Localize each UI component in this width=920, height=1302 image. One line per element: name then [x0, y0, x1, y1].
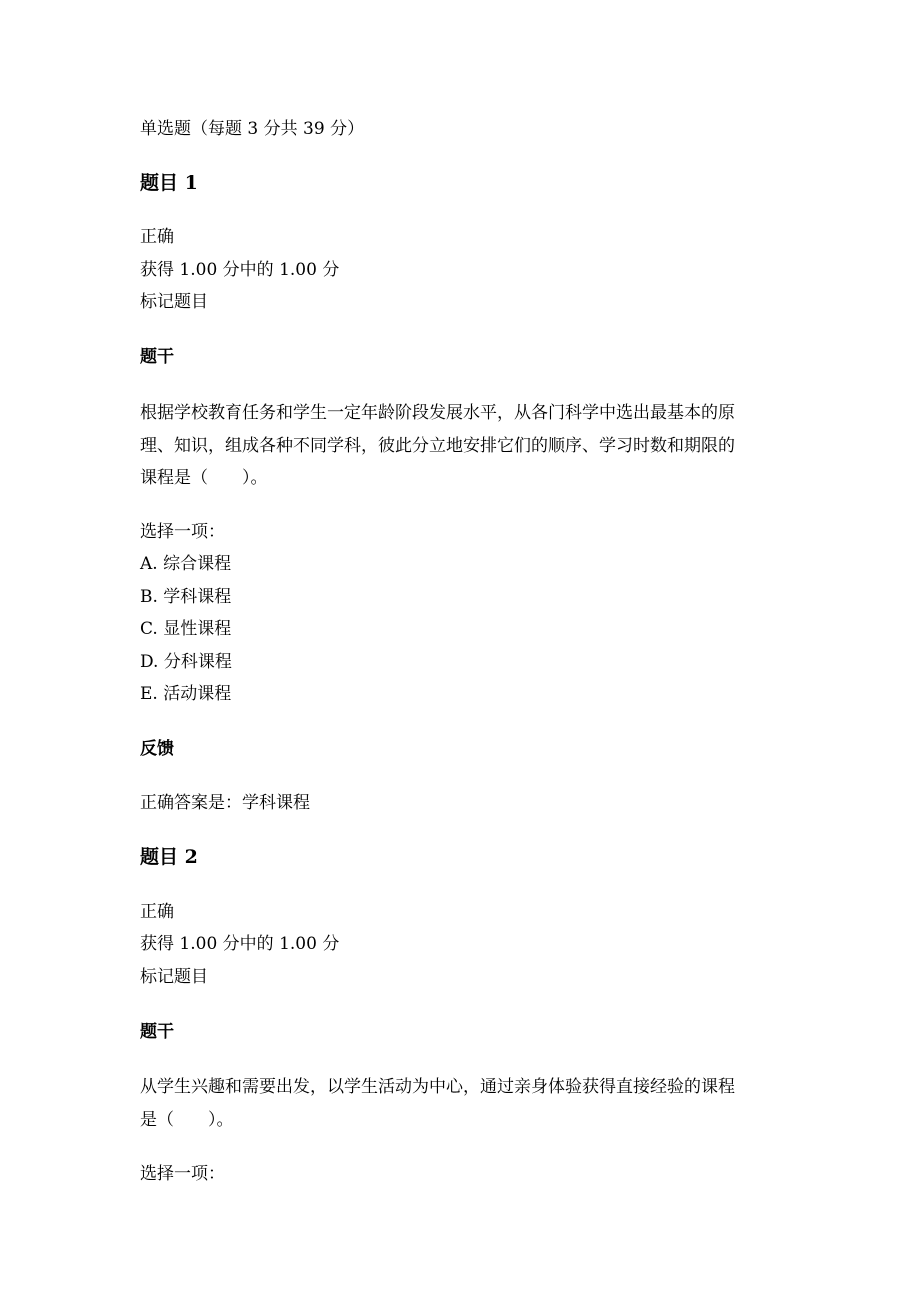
- section-header: 单选题（每题 3 分共 39 分）: [140, 119, 365, 139]
- question-1-title: 题目 1: [140, 172, 198, 194]
- question-2-title: 题目 2: [140, 846, 198, 868]
- question-1-flag-link[interactable]: 标记题目: [140, 292, 208, 312]
- question-1-option-a[interactable]: A. 综合课程: [140, 554, 232, 574]
- question-1-stem-line-1: 根据学校教育任务和学生一定年龄阶段发展水平，从各门科学中选出最基本的原: [140, 403, 735, 423]
- question-2-stem-line-1: 从学生兴趣和需要出发，以学生活动为中心，通过亲身体验获得直接经验的课程: [140, 1077, 735, 1097]
- question-1-stem-line-3: 课程是（ ）。: [140, 468, 268, 488]
- question-2-prompt: 选择一项：: [140, 1164, 225, 1184]
- question-1-option-e[interactable]: E. 活动课程: [140, 684, 232, 704]
- question-1-prompt: 选择一项：: [140, 522, 225, 542]
- question-2-stem-heading: 题干: [140, 1022, 174, 1042]
- question-1-option-d[interactable]: D. 分科课程: [140, 652, 232, 672]
- question-2-score: 获得 1.00 分中的 1.00 分: [140, 934, 340, 954]
- question-1-stem-heading: 题干: [140, 347, 174, 367]
- question-2-status: 正确: [140, 902, 174, 922]
- question-1-option-c[interactable]: C. 显性课程: [140, 619, 232, 639]
- question-1-feedback-heading: 反馈: [140, 739, 174, 759]
- question-1-score: 获得 1.00 分中的 1.00 分: [140, 260, 340, 280]
- question-1-status: 正确: [140, 227, 174, 247]
- question-1-feedback: 正确答案是：学科课程: [140, 793, 310, 813]
- question-2-flag-link[interactable]: 标记题目: [140, 967, 208, 987]
- question-2-stem-line-2: 是（ ）。: [140, 1110, 234, 1130]
- question-1-stem-line-2: 理、知识，组成各种不同学科，彼此分立地安排它们的顺序、学习时数和期限的: [140, 436, 735, 456]
- question-1-option-b[interactable]: B. 学科课程: [140, 587, 232, 607]
